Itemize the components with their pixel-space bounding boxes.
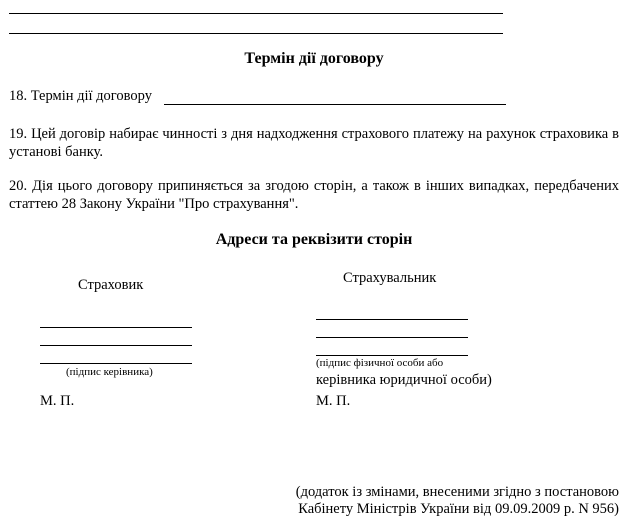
footnote-line-1: (додаток із змінами, внесеними згідно з постановою (295, 484, 619, 500)
item-20: 20. Дія цього договору припиняється за згодою сторін, а також в інших випадках, передбачених статтею 28 Закону України "Про страхування". (9, 178, 619, 212)
section-addresses-title: Адреси та реквізити сторін (215, 231, 413, 248)
insurer-signature-caption: (підпис керівника) (66, 366, 153, 378)
policyholder-seal: М. П. (316, 393, 351, 409)
policyholder-blank-line-2[interactable] (316, 337, 468, 338)
insurer-blank-line-2[interactable] (40, 345, 192, 346)
item-18-label: 18. Термін дії договору (9, 88, 152, 104)
section-term-title: Термін дії договору (244, 50, 384, 67)
item-18 (9, 88, 152, 105)
blank-line-top-1 (9, 13, 503, 14)
policyholder-signature-line[interactable] (316, 355, 468, 356)
policyholder-signature-caption-2: керівника юридичної особи) (316, 372, 492, 388)
insurer-blank-line-1[interactable] (40, 327, 192, 328)
policyholder-signature-caption-1: (підпис фізичної особи або (316, 357, 444, 369)
footnote-line-2: Кабінету Міністрів України від 09.09.2009 р. N 956) (298, 501, 619, 517)
insurer-seal: М. П. (40, 393, 75, 409)
blank-line-top-2 (9, 33, 503, 34)
item-19: 19. Цей договір набирає чинності з дня надходження страхового платежу на рахунок страховика в установі банку. (9, 126, 619, 160)
policyholder-blank-line-1[interactable] (316, 319, 468, 320)
policyholder-label: Страхувальник (343, 270, 437, 286)
insurer-label: Страховик (78, 277, 144, 293)
item-18-blank-field[interactable] (164, 104, 506, 105)
insurer-signature-line[interactable] (40, 363, 192, 364)
